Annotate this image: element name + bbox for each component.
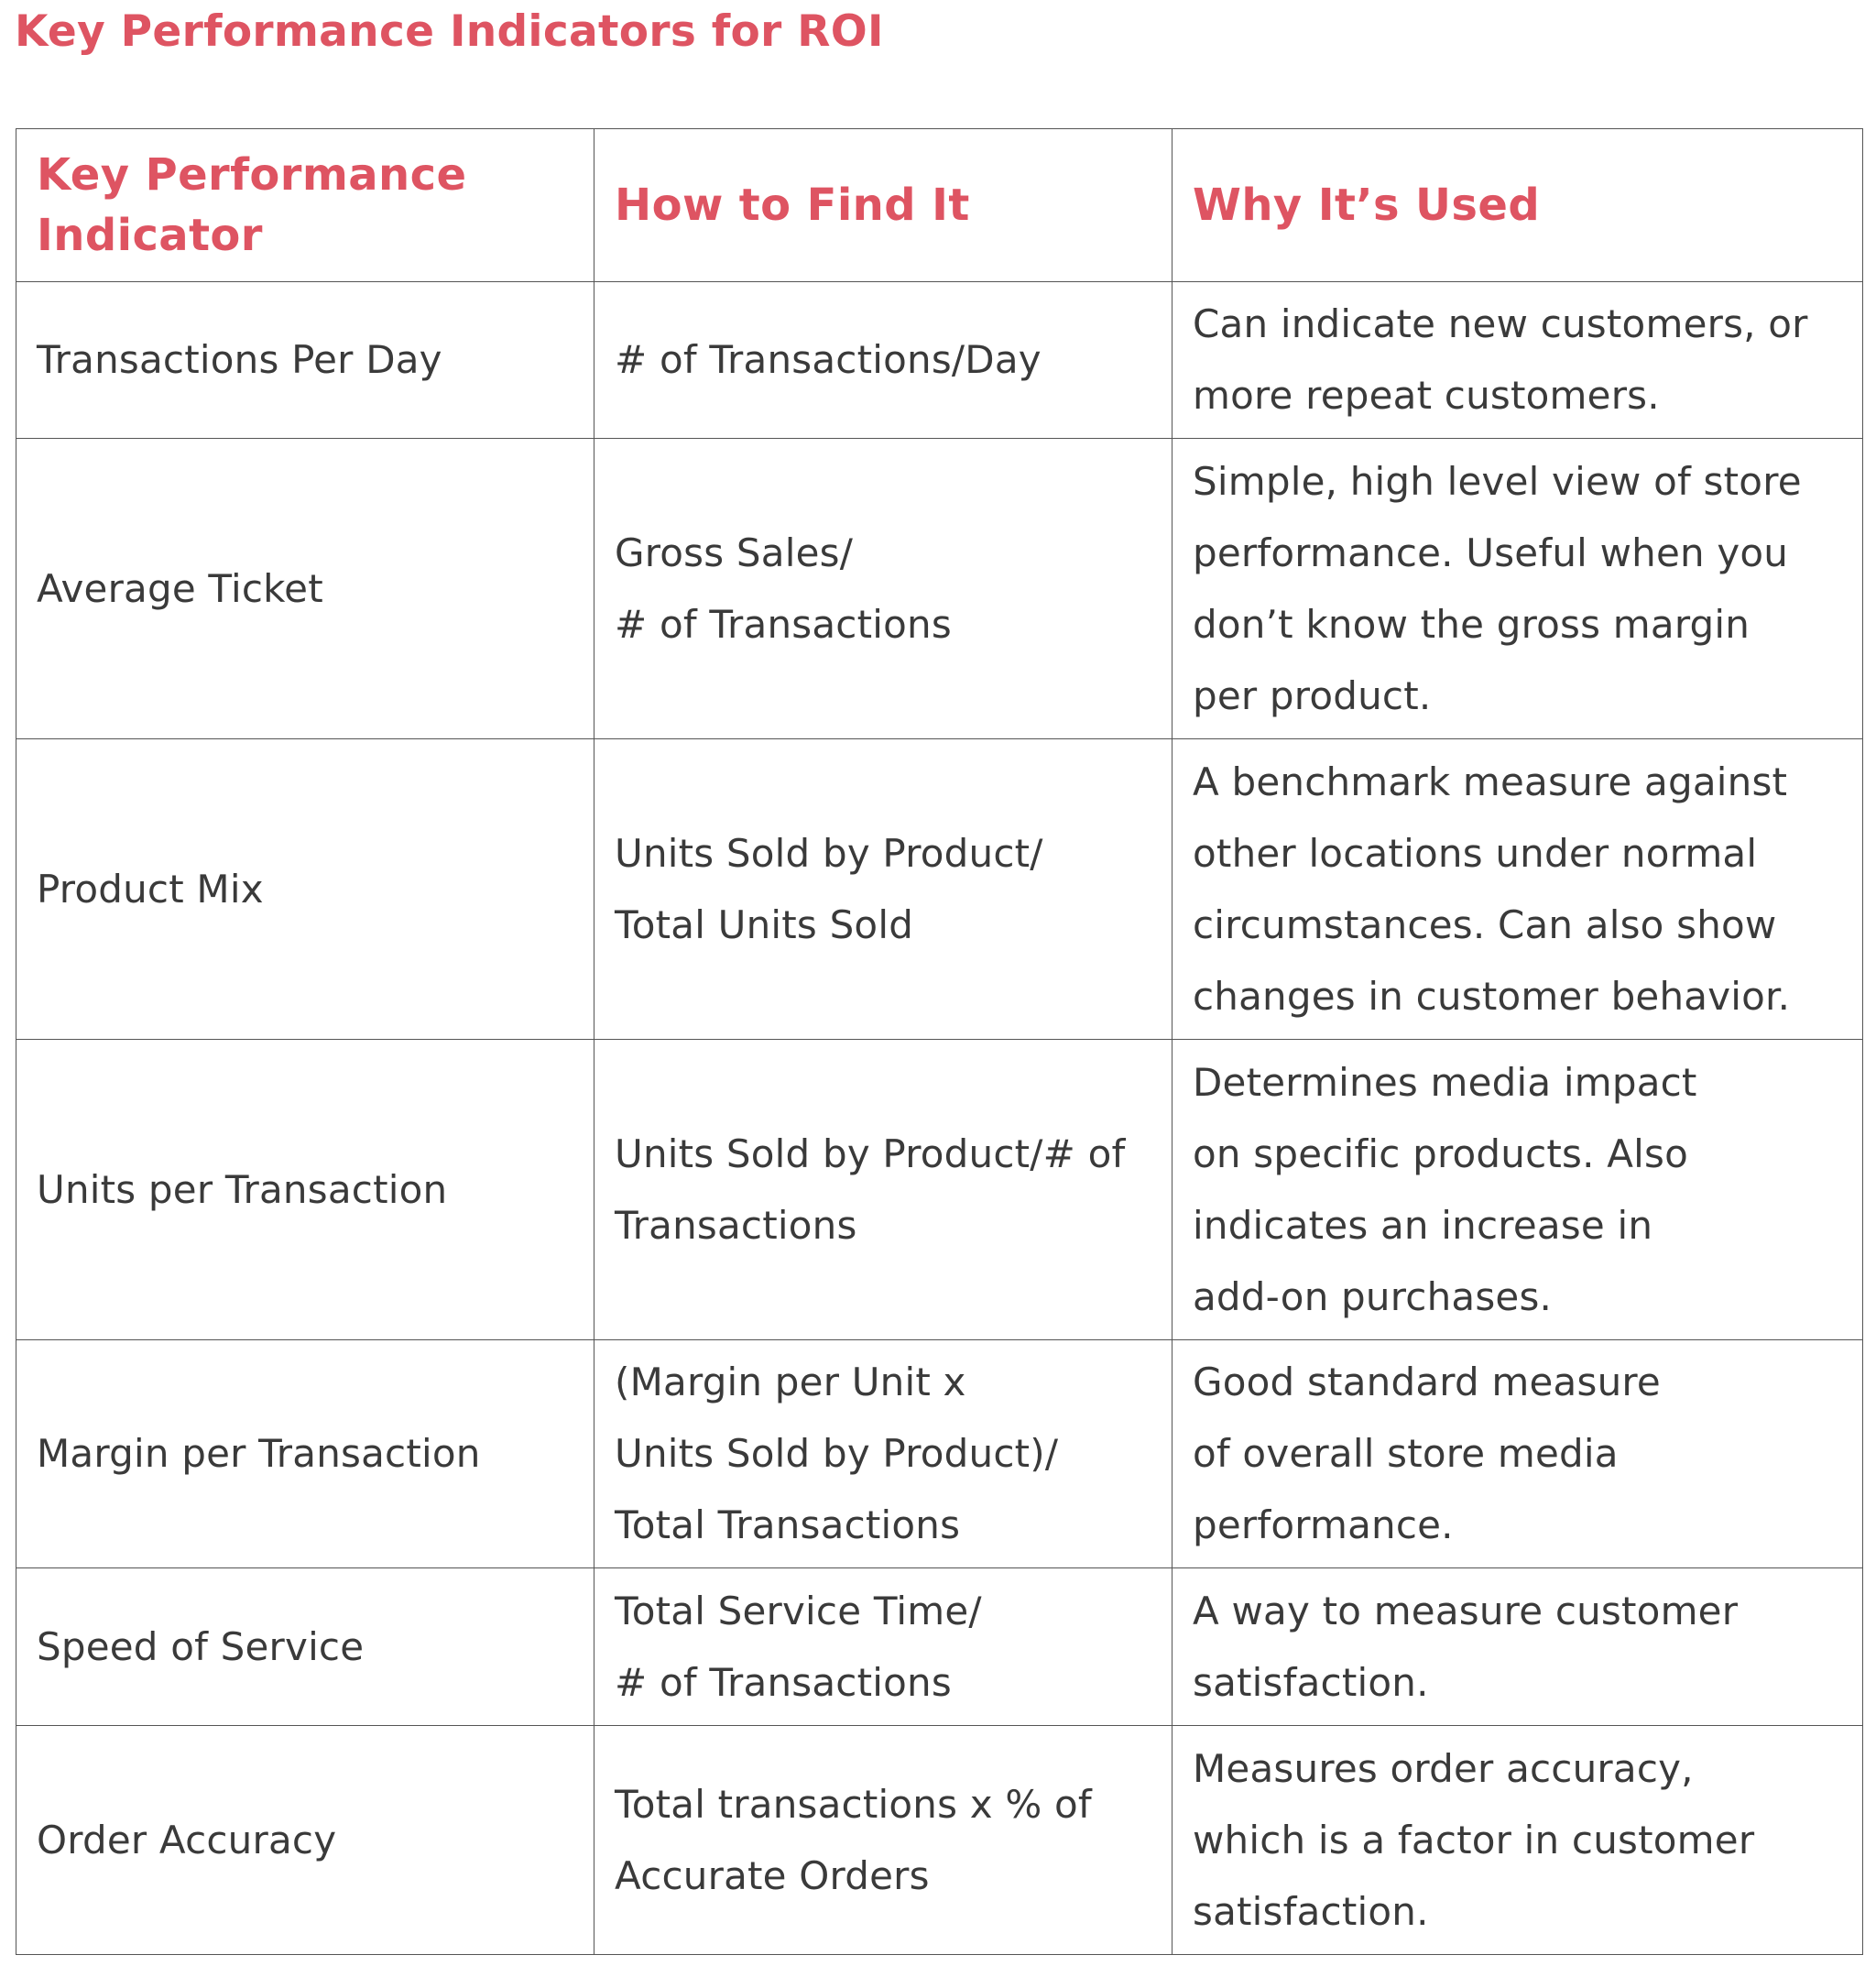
table-row bbox=[16, 1340, 1863, 1568]
cell-line: # of Transactions bbox=[615, 1659, 952, 1705]
cell-kpi: Order Accuracy bbox=[16, 1726, 594, 1955]
cell-kpi: Average Ticket bbox=[16, 439, 594, 739]
cell-line: A benchmark measure against bbox=[1193, 759, 1788, 804]
cell-line: more repeat customers. bbox=[1193, 373, 1660, 418]
table-row bbox=[16, 1040, 1863, 1340]
cell-why bbox=[1172, 1340, 1863, 1568]
cell-how bbox=[594, 739, 1172, 1040]
cell-line: Good standard measure bbox=[1193, 1360, 1661, 1404]
cell-line: Total Service Time/ bbox=[615, 1588, 982, 1633]
cell-why bbox=[1172, 282, 1863, 439]
cell-line: Units Sold by Product/# of bbox=[615, 1130, 1126, 1176]
cell-why bbox=[1172, 739, 1863, 1040]
cell-line: changes in customer behavior. bbox=[1193, 973, 1791, 1019]
header-kpi-line: Key Performance bbox=[37, 149, 467, 201]
cell-line: Measures order accuracy, bbox=[1193, 1745, 1694, 1791]
cell-line: A way to measure customer bbox=[1193, 1588, 1739, 1633]
cell-line: satisfaction. bbox=[1193, 1888, 1429, 1934]
cell-how bbox=[594, 439, 1172, 739]
cell-how bbox=[594, 282, 1172, 439]
table-header-row bbox=[16, 129, 1863, 282]
header-how-to-find: How to Find It bbox=[594, 129, 1172, 282]
cell-how bbox=[594, 1568, 1172, 1726]
cell-line: # of Transactions bbox=[615, 601, 952, 647]
cell-line: (Margin per Unit x bbox=[615, 1360, 966, 1404]
cell-line: Total transactions x % of bbox=[615, 1781, 1092, 1827]
cell-why bbox=[1172, 439, 1863, 739]
page-title: Key Performance Indicators for ROI bbox=[15, 6, 884, 57]
cell-kpi: Margin per Transaction bbox=[16, 1340, 594, 1568]
cell-line: Accurate Orders bbox=[615, 1852, 930, 1898]
cell-kpi: Product Mix bbox=[16, 739, 594, 1040]
cell-line: of overall store media bbox=[1193, 1431, 1619, 1476]
cell-why bbox=[1172, 1040, 1863, 1340]
cell-line: indicates an increase in bbox=[1193, 1202, 1653, 1248]
cell-line: add-on purchases. bbox=[1193, 1273, 1553, 1319]
cell-kpi: Transactions Per Day bbox=[16, 282, 594, 439]
header-kpi-line: Indicator bbox=[37, 210, 263, 261]
cell-line: Determines media impact bbox=[1193, 1059, 1697, 1105]
cell-why bbox=[1172, 1568, 1863, 1726]
cell-how bbox=[594, 1726, 1172, 1955]
cell-line: performance. bbox=[1193, 1502, 1454, 1547]
cell-line: Units Sold by Product)/ bbox=[615, 1431, 1059, 1476]
cell-line: other locations under normal bbox=[1193, 830, 1758, 876]
kpi-table bbox=[16, 128, 1863, 1955]
table-row bbox=[16, 282, 1863, 439]
table-row bbox=[16, 439, 1863, 739]
cell-line: don’t know the gross margin bbox=[1193, 601, 1751, 647]
cell-line: Units Sold by Product/ bbox=[615, 830, 1043, 876]
cell-line: Total Units Sold bbox=[615, 901, 914, 947]
cell-line: per product. bbox=[1193, 672, 1432, 718]
header-kpi bbox=[16, 129, 594, 282]
cell-how bbox=[594, 1040, 1172, 1340]
table-row bbox=[16, 1568, 1863, 1726]
cell-how bbox=[594, 1340, 1172, 1568]
header-why-used: Why It’s Used bbox=[1172, 129, 1863, 282]
cell-line: Simple, high level view of store bbox=[1193, 458, 1802, 504]
cell-line: circumstances. Can also show bbox=[1193, 901, 1777, 947]
cell-line: Transactions bbox=[615, 1202, 857, 1248]
cell-why bbox=[1172, 1726, 1863, 1955]
table-row bbox=[16, 739, 1863, 1040]
table-row bbox=[16, 1726, 1863, 1955]
cell-line: Can indicate new customers, or bbox=[1193, 301, 1808, 346]
cell-line: performance. Useful when you bbox=[1193, 530, 1789, 575]
cell-line: on specific products. Also bbox=[1193, 1130, 1689, 1176]
cell-kpi: Speed of Service bbox=[16, 1568, 594, 1726]
cell-line: Gross Sales/ bbox=[615, 530, 854, 575]
cell-line: # of Transactions/Day bbox=[615, 337, 1042, 382]
cell-line: satisfaction. bbox=[1193, 1659, 1429, 1705]
cell-kpi: Units per Transaction bbox=[16, 1040, 594, 1340]
cell-line: Total Transactions bbox=[615, 1502, 961, 1547]
cell-line: which is a factor in customer bbox=[1193, 1817, 1755, 1862]
